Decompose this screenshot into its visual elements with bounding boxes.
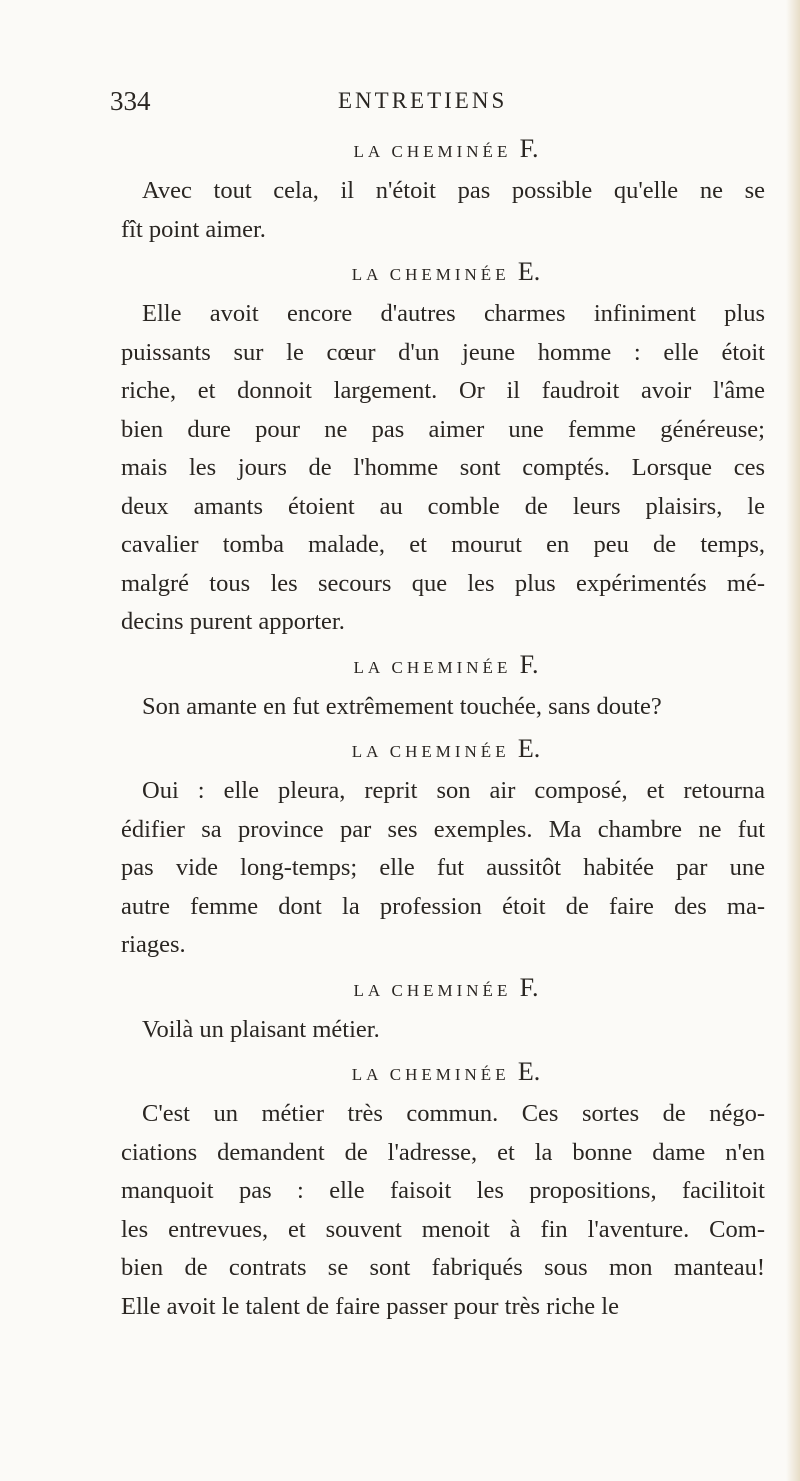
speech-paragraph <box>121 172 765 249</box>
text-line: édifier sa province par ses exemples. Ma chambre ne fut <box>121 815 765 843</box>
speaker-heading <box>121 249 765 295</box>
text-line: Elle avoit encore d'autres charmes infiniment plus <box>142 300 765 327</box>
speaker-letter: F. <box>519 134 539 163</box>
speaker-heading <box>121 126 765 172</box>
speaker-heading <box>121 965 765 1011</box>
text-line: fît point aimer. <box>121 215 266 243</box>
page-header <box>0 86 800 126</box>
speaker-name: LA CHEMINÉE <box>351 742 510 761</box>
speaker-heading <box>121 726 765 772</box>
page-edge <box>786 0 800 1481</box>
speaker-name: LA CHEMINÉE <box>351 265 510 284</box>
text-line: bien dure pour ne pas aimer une femme généreuse; <box>121 415 765 443</box>
speaker-name: LA CHEMINÉE <box>353 142 512 161</box>
page-number: 334 <box>110 86 151 116</box>
text-line: C'est un métier très commun. Ces sortes de négo- <box>142 1100 765 1127</box>
text-line: mais les jours de l'homme sont comptés. Lorsque ces <box>121 454 765 481</box>
speaker-letter: E. <box>517 257 541 286</box>
text-line: manquoit pas : elle faisoit les propositions, facilitoit <box>121 1177 765 1204</box>
text-line: cavalier tomba malade, et mourut en peu de temps, <box>121 531 765 558</box>
speaker-letter: F. <box>519 649 539 679</box>
text-line: decins purent apporter. <box>121 608 345 635</box>
speech-paragraph <box>121 295 765 642</box>
text-line: les entrevues, et souvent menoit à fin l'aventure. Com- <box>121 1215 765 1243</box>
text-line: pas vide long-temps; elle fut aussitôt habitée par une <box>121 854 765 881</box>
text-line: deux amants étoient au comble de leurs plaisirs, le <box>121 492 765 520</box>
speech-paragraph <box>121 688 765 727</box>
running-title: ENTRETIENS <box>338 88 508 113</box>
speech-paragraph <box>121 1095 765 1326</box>
speech-paragraph <box>121 1011 765 1050</box>
speaker-name: LA CHEMINÉE <box>353 980 512 1000</box>
speech-paragraph <box>121 772 765 965</box>
text-line: Oui : elle pleura, reprit son air composé, et retourna <box>142 777 765 804</box>
text-line: Son amante en fut extrêmement touchée, sans doute? <box>142 692 662 720</box>
speaker-heading <box>121 1049 765 1095</box>
text-line: riages. <box>121 931 186 958</box>
text-line: Voilà un plaisant métier. <box>142 1015 380 1043</box>
text-line: Avec tout cela, il n'étoit pas possible qu'elle ne se <box>142 177 765 204</box>
text-line: malgré tous les secours que les plus expérimentés mé- <box>121 569 765 597</box>
text-line: puissants sur le cœur d'un jeune homme : elle étoit <box>121 338 765 366</box>
text-line: Elle avoit le talent de faire passer pour très riche le <box>121 1292 619 1320</box>
speaker-letter: E. <box>517 1057 541 1086</box>
speaker-name: LA CHEMINÉE <box>353 657 512 677</box>
text-line: bien de contrats se sont fabriqués sous mon manteau! <box>121 1254 765 1281</box>
speaker-heading <box>121 642 765 688</box>
speaker-name: LA CHEMINÉE <box>351 1065 510 1084</box>
dialogue-text <box>121 126 765 1326</box>
text-line: riche, et donnoit largement. Or il faudroit avoir l'âme <box>121 377 765 404</box>
speaker-letter: E. <box>517 734 541 763</box>
text-line: ciations demandent de l'adresse, et la bonne dame n'en <box>121 1138 765 1166</box>
speaker-letter: F. <box>519 972 539 1002</box>
text-line: autre femme dont la profession étoit de faire des ma- <box>121 892 765 920</box>
